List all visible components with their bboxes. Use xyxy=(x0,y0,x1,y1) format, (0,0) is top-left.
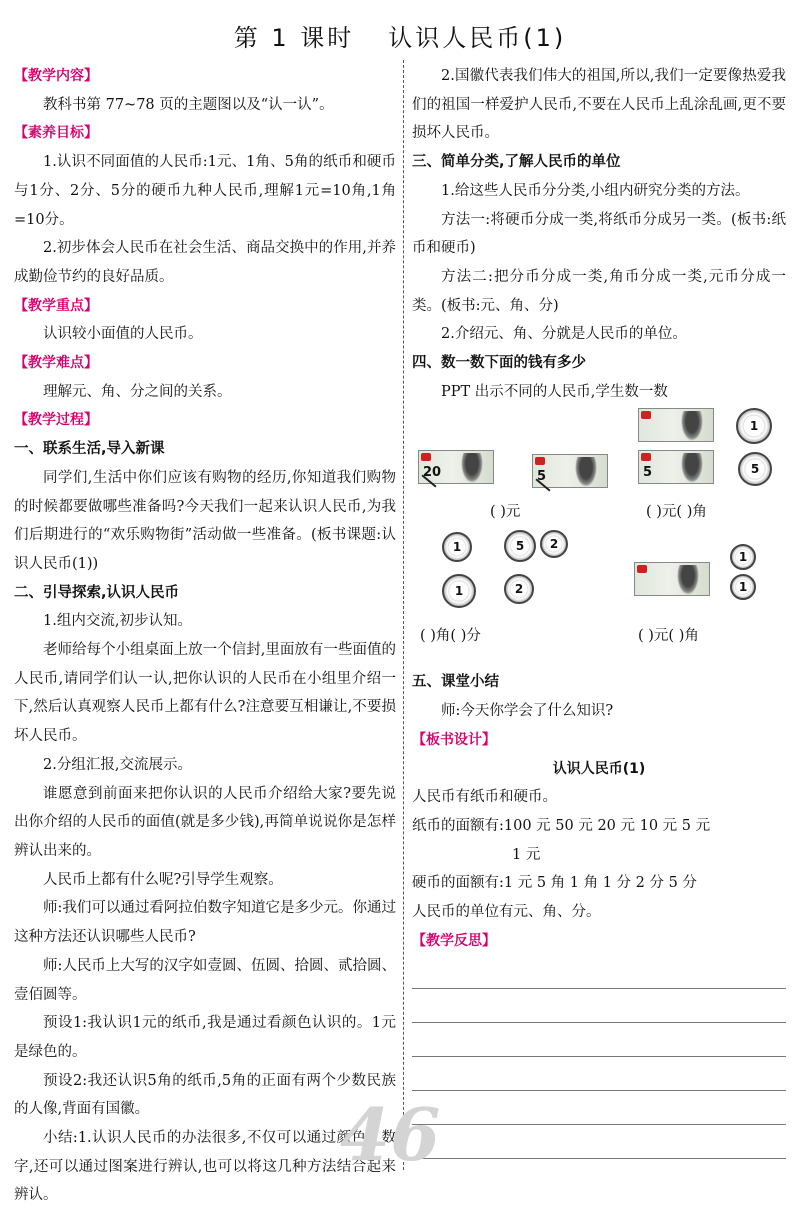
step-2-para-5: 人民币上都有什么呢?引导学生观察。 xyxy=(43,871,283,888)
step-4-para-1: PPT 出示不同的人民币,学生数一数 xyxy=(441,383,668,400)
emblem-icon xyxy=(641,411,651,419)
writing-line xyxy=(412,989,786,1023)
section-tag-reflection: 【教学反思】 xyxy=(412,932,496,949)
section-tag-key: 【教学重点】 xyxy=(14,297,98,314)
step-2-para-6: 师:我们可以通过看阿拉伯数字知道它是多少元。你通过这种方法还认识哪些人民币? xyxy=(14,900,396,946)
step-5-heading: 五、课堂小结 xyxy=(412,674,499,691)
banknote-1-yuan xyxy=(638,408,714,442)
step-3-para-1: 1.给这些人民币分分类,小组内研究分类的方法。 xyxy=(441,182,750,199)
step-5-para-1: 师:今天你学会了什么知识? xyxy=(441,703,614,720)
step-2-para-8: 预设1:我认识1元的纸币,我是通过看颜色认识的。1元是绿色的。 xyxy=(14,1015,396,1060)
lesson-number: 第 1 课时 xyxy=(233,24,355,52)
step-2-para-3: 2.分组汇报,交流展示。 xyxy=(43,756,192,773)
coin-5-jiao: 5 xyxy=(738,452,772,486)
content-text: 教科书第 77~78 页的主题图以及“认一认”。 xyxy=(43,96,334,113)
writing-line xyxy=(412,1023,786,1057)
note-value: 5 xyxy=(537,469,547,485)
left-column xyxy=(14,62,396,1210)
coin-1-jiao-3: 1 xyxy=(730,574,756,600)
answer-blank-1: ( )元 xyxy=(490,504,521,521)
step-2-para-7: 师:人民币上大写的汉字如壹圆、伍圆、拾圆、贰拾圆、壹佰圆等。 xyxy=(14,957,396,1003)
answer-blank-3: ( )角( )分 xyxy=(420,628,481,645)
step-2-para-4: 谁愿意到前面来把你认识的人民币介绍给大家?要先说出你介绍的人民币的面值(就是多少钱),再简单说说你是怎样辨认出来的。 xyxy=(14,785,396,859)
step-3-para-2: 方法一:将硬币分成一类,将纸币分成另一类。(板书:纸币和硬币) xyxy=(412,211,786,257)
step-1-para: 同学们,生活中你们应该有购物的经历,你知道我们购物的时候都要做哪些准备吗?今天我们一起来认识人民币,为我们后期进行的“欢乐购物街”活动做一些准备。(板书课题:认识人民币(1)) xyxy=(14,469,396,572)
reflection-lines xyxy=(412,955,786,1159)
writing-line xyxy=(412,1057,786,1091)
section-tag-content: 【教学内容】 xyxy=(14,68,98,84)
writing-line xyxy=(412,955,786,989)
note-value: 20 xyxy=(423,465,442,481)
portrait-icon xyxy=(575,457,597,487)
step-3-para-4: 2.介绍元、角、分就是人民币的单位。 xyxy=(441,326,687,343)
board-line-3: 硬币的面额有:1 元 5 角 1 角 1 分 2 分 5 分 xyxy=(412,875,697,892)
step-2-para-10: 小结:1.认识人民币的办法很多,不仅可以通过颜色、数字,还可以通过图案进行辨认,也可以将这几种方法结合起来辨认。 xyxy=(14,1130,396,1204)
portrait-icon xyxy=(681,411,703,441)
section-tag-process: 【教学过程】 xyxy=(14,412,98,429)
step-2-heading: 二、引导探索,认识人民币 xyxy=(14,584,180,601)
banknote-5-yuan-2 xyxy=(638,450,714,484)
coin-2-fen-2: 2 xyxy=(504,574,534,604)
writing-line xyxy=(412,1091,786,1125)
answer-blank-4: ( )元( )角 xyxy=(638,628,699,645)
board-line-4: 人民币的单位有元、角、分。 xyxy=(412,904,601,921)
step-2-para-1: 1.组内交流,初步认知。 xyxy=(43,613,192,630)
step-1-heading: 一、联系生活,导入新课 xyxy=(14,441,165,458)
board-line-2: 纸币的面额有:100 元 50 元 20 元 10 元 5 元 xyxy=(412,817,711,834)
difficulty-text: 理解元、角、分之间的关系。 xyxy=(43,383,232,400)
goal-1: 1.认识不同面值的人民币:1元、1角、5角的纸币和硬币与1分、2分、5分的硬币九种人民币,理解1元=10角,1角=10分。 xyxy=(14,154,396,228)
right-column xyxy=(412,62,786,1159)
step-3-para-3: 方法二:把分币分成一类,角币分成一类,元币分成一类。(板书:元、角、分) xyxy=(412,268,786,314)
portrait-icon xyxy=(461,453,483,483)
step-3-heading: 三、简单分类,了解人民币的单位 xyxy=(412,154,621,171)
section-tag-goal: 【素养目标】 xyxy=(14,125,98,142)
page-title xyxy=(0,18,800,53)
step-4-heading: 四、数一数下面的钱有多少 xyxy=(412,355,586,372)
coin-1-yuan: 1 xyxy=(442,574,476,608)
lesson-topic: 认识人民币(1) xyxy=(388,24,567,52)
banknote-1-yuan-2 xyxy=(634,562,710,596)
goal-2: 2.初步体会人民币在社会生活、商品交换中的作用,并养成勤俭节约的良好品质。 xyxy=(14,240,396,285)
coin-1-jiao-2: 1 xyxy=(730,544,756,570)
money-counting-figure xyxy=(412,410,786,668)
coin-2-fen: 2 xyxy=(540,530,568,558)
board-line-1: 人民币有纸币和硬币。 xyxy=(412,789,557,806)
portrait-icon xyxy=(677,565,699,595)
board-line-2b: 1 元 xyxy=(512,846,541,863)
key-text: 认识较小面值的人民币。 xyxy=(43,326,203,343)
page-number: 46 xyxy=(340,1092,441,1177)
step-2-para-9: 预设2:我还认识5角的纸币,5角的正面有两个少数民族的人像,背面有国徽。 xyxy=(14,1072,396,1118)
writing-line xyxy=(412,1125,786,1159)
column-divider xyxy=(403,60,404,1170)
right-para-1: 2.国徽代表我们伟大的祖国,所以,我们一定要像热爱我们的祖国一样爱护人民币,不要在人民币上乱涂乱画,更不要损坏人民币。 xyxy=(412,68,786,142)
portrait-icon xyxy=(681,453,703,483)
emblem-icon xyxy=(637,565,647,573)
note-value: 5 xyxy=(643,465,653,481)
step-2-para-2: 老师给每个小组桌面上放一个信封,里面放有一些面值的人民币,请同学们认一认,把你认识的人民币在小组里介绍一下,然后认真观察人民币上都有什么?注意要互相谦让,不要损坏人民币。 xyxy=(14,642,396,745)
coin-1-fen: 1 xyxy=(442,532,472,562)
board-title: 认识人民币(1) xyxy=(552,760,646,777)
section-tag-difficulty: 【教学难点】 xyxy=(14,355,98,372)
coin-1-jiao: 1 xyxy=(736,408,772,444)
answer-blank-2: ( )元( )角 xyxy=(646,504,707,521)
coin-5-fen: 5 xyxy=(504,530,536,562)
section-tag-board: 【板书设计】 xyxy=(412,731,496,748)
